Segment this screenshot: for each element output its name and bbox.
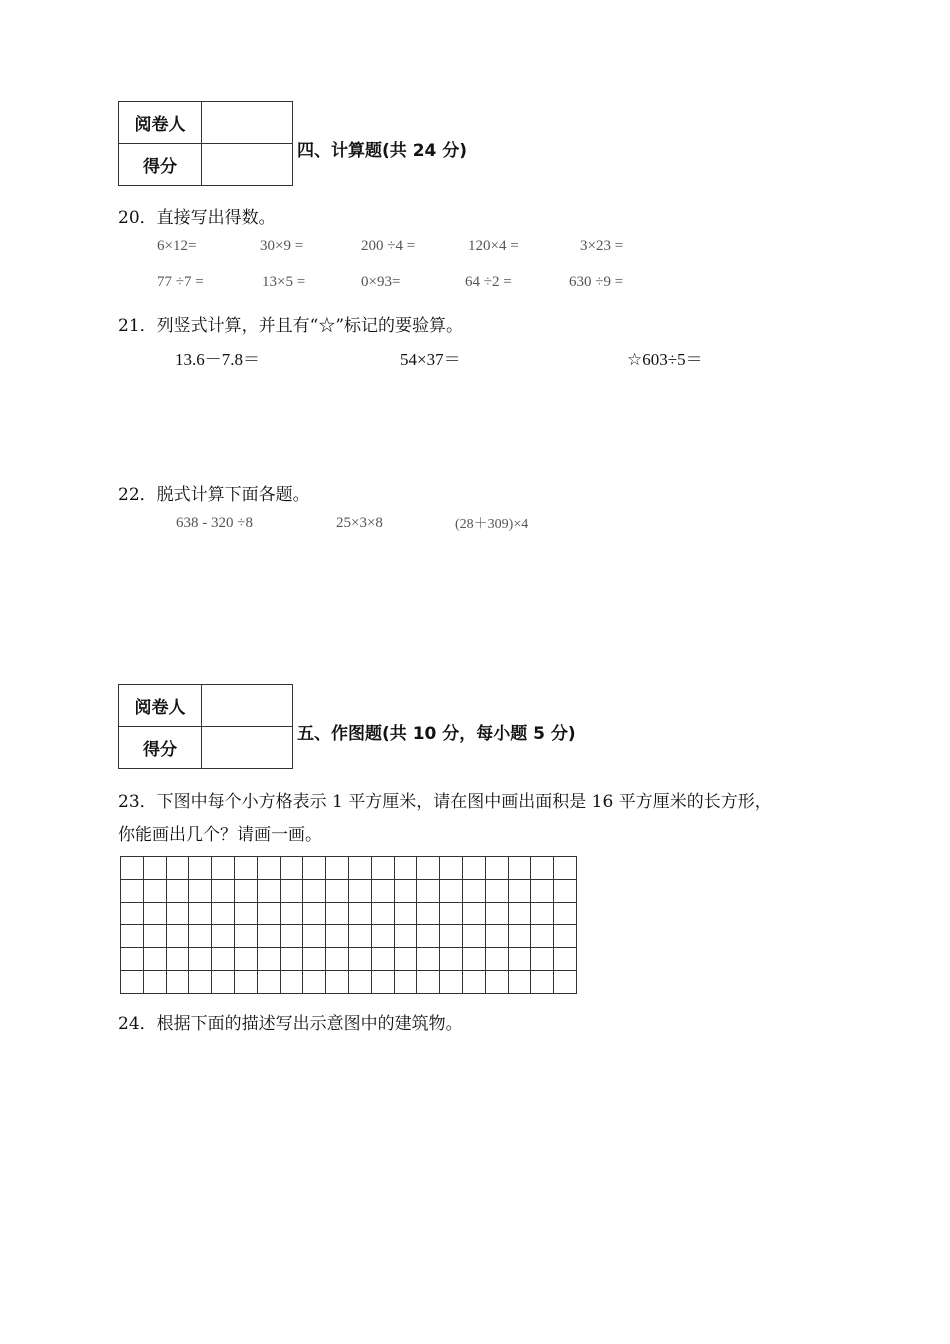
grid-cell[interactable] — [509, 857, 532, 880]
question-21: 21．列竖式计算，并且有“☆”标记的要验算。 — [118, 316, 464, 336]
grid-cell[interactable] — [531, 903, 554, 926]
grid-cell[interactable] — [326, 948, 349, 971]
grid-cell[interactable] — [395, 971, 418, 994]
q20-expr: 77 ÷7 = — [157, 274, 204, 290]
grid-cell[interactable] — [417, 903, 440, 926]
reviewer-cell[interactable] — [202, 102, 293, 144]
grid-cell[interactable] — [463, 971, 486, 994]
grid-cell[interactable] — [303, 971, 326, 994]
grid-cell[interactable] — [440, 925, 463, 948]
grid-cell[interactable] — [349, 880, 372, 903]
grid-cell[interactable] — [144, 971, 167, 994]
grid-cell[interactable] — [417, 948, 440, 971]
grid-cell[interactable] — [395, 880, 418, 903]
section-4-title: 四、计算题(共 24 分) — [297, 141, 468, 161]
q20-expr: 120×4 = — [468, 238, 519, 254]
grid-cell[interactable] — [463, 880, 486, 903]
grid-cell[interactable] — [531, 971, 554, 994]
q21-expr: ☆603÷5＝ — [627, 350, 703, 369]
grid-cell[interactable] — [212, 903, 235, 926]
q20-expr: 64 ÷2 = — [465, 274, 512, 290]
grid-cell[interactable] — [212, 857, 235, 880]
grid-cell[interactable] — [303, 925, 326, 948]
grid-cell[interactable] — [144, 857, 167, 880]
grid-cell[interactable] — [395, 903, 418, 926]
grid-cell[interactable] — [144, 880, 167, 903]
grid-cell[interactable] — [486, 903, 509, 926]
grid-cell[interactable] — [167, 903, 190, 926]
grid-cell[interactable] — [281, 903, 304, 926]
grid-cell[interactable] — [235, 925, 258, 948]
grid-cell[interactable] — [463, 857, 486, 880]
grid-cell[interactable] — [463, 948, 486, 971]
grid-cell[interactable] — [463, 925, 486, 948]
grid-cell[interactable] — [509, 880, 532, 903]
grid-cell[interactable] — [554, 880, 577, 903]
grid-cell[interactable] — [440, 903, 463, 926]
grid-cell[interactable] — [303, 948, 326, 971]
grid-cell[interactable] — [395, 857, 418, 880]
grid-cell[interactable] — [258, 880, 281, 903]
grid-cell[interactable] — [235, 903, 258, 926]
grid-cell[interactable] — [554, 903, 577, 926]
grid-cell[interactable] — [440, 971, 463, 994]
grid-cell[interactable] — [554, 857, 577, 880]
grid-cell[interactable] — [167, 880, 190, 903]
grid-cell[interactable] — [167, 857, 190, 880]
grid-cell[interactable] — [121, 903, 144, 926]
grid-cell[interactable] — [372, 857, 395, 880]
grid-cell[interactable] — [303, 880, 326, 903]
grid-cell[interactable] — [531, 857, 554, 880]
reviewer-cell[interactable] — [202, 685, 293, 727]
grid-cell[interactable] — [509, 971, 532, 994]
q20-expr: 0×93= — [361, 274, 401, 290]
grid-cell[interactable] — [121, 925, 144, 948]
grid-cell[interactable] — [189, 903, 212, 926]
q20-expr: 630 ÷9 = — [569, 274, 624, 290]
grid-cell[interactable] — [509, 903, 532, 926]
grid-cell[interactable] — [554, 948, 577, 971]
grid-cell[interactable] — [531, 925, 554, 948]
grid-cell[interactable] — [372, 948, 395, 971]
grid-cell[interactable] — [258, 857, 281, 880]
grid-cell[interactable] — [258, 925, 281, 948]
grid-cell[interactable] — [440, 948, 463, 971]
grid-cell[interactable] — [235, 880, 258, 903]
grid-cell[interactable] — [372, 880, 395, 903]
grid-cell[interactable] — [121, 857, 144, 880]
grid-cell[interactable] — [167, 948, 190, 971]
grid-cell[interactable] — [258, 903, 281, 926]
grid-cell[interactable] — [395, 925, 418, 948]
score-label: 得分 — [119, 144, 202, 186]
grid-cell[interactable] — [372, 903, 395, 926]
grid-cell[interactable] — [189, 857, 212, 880]
question-22: 22．脱式计算下面各题。 — [118, 485, 310, 505]
grid-cell[interactable] — [349, 925, 372, 948]
grid-cell[interactable] — [212, 948, 235, 971]
grid-cell[interactable] — [372, 971, 395, 994]
grid-cell[interactable] — [121, 948, 144, 971]
question-24: 24．根据下面的描述写出示意图中的建筑物。 — [118, 1014, 463, 1034]
reviewer-label: 阅卷人 — [119, 685, 202, 727]
grid-cell[interactable] — [349, 971, 372, 994]
grid-cell[interactable] — [189, 971, 212, 994]
grid-cell[interactable] — [144, 948, 167, 971]
grid-cell[interactable] — [167, 925, 190, 948]
question-20: 20．直接写出得数。 — [118, 208, 276, 228]
q22-expr: 25×3×8 — [336, 515, 383, 531]
grid-cell[interactable] — [417, 971, 440, 994]
grid-cell[interactable] — [417, 880, 440, 903]
grid-cell[interactable] — [349, 857, 372, 880]
grid-cell[interactable] — [167, 971, 190, 994]
grid-cell[interactable] — [212, 925, 235, 948]
grid-cell[interactable] — [372, 925, 395, 948]
grid-cell[interactable] — [303, 857, 326, 880]
grid-cell[interactable] — [509, 948, 532, 971]
q22-expr: 638 - 320 ÷8 — [176, 515, 253, 531]
grid-cell[interactable] — [144, 903, 167, 926]
grid-cell[interactable] — [326, 857, 349, 880]
grid-cell[interactable] — [189, 880, 212, 903]
grid-cell[interactable] — [235, 857, 258, 880]
grid-cell[interactable] — [212, 971, 235, 994]
score-label: 得分 — [119, 727, 202, 769]
q20-expr: 6×12= — [157, 238, 197, 254]
grid-cell[interactable] — [121, 880, 144, 903]
question-23-line-1: 23．下图中每个小方格表示 1 平方厘米，请在图中画出面积是 16 平方厘米的长方形， — [118, 792, 772, 812]
grid-cell[interactable] — [326, 971, 349, 994]
grid-cell[interactable] — [486, 857, 509, 880]
grid-cell[interactable] — [486, 925, 509, 948]
grid-cell[interactable] — [440, 857, 463, 880]
score-table-section-4 — [118, 101, 293, 186]
q20-expr: 13×5 = — [262, 274, 306, 290]
q20-expr: 200 ÷4 = — [361, 238, 416, 254]
grid-cell[interactable] — [349, 948, 372, 971]
q20-expr: 3×23 = — [580, 238, 624, 254]
grid-cell[interactable] — [189, 948, 212, 971]
grid-cell[interactable] — [509, 925, 532, 948]
grid-cell[interactable] — [235, 948, 258, 971]
grid-cell[interactable] — [531, 948, 554, 971]
grid-cell[interactable] — [212, 880, 235, 903]
score-cell[interactable] — [202, 727, 293, 769]
grid-cell[interactable] — [349, 903, 372, 926]
reviewer-label: 阅卷人 — [119, 102, 202, 144]
question-23-line-2: 你能画出几个？请画一画。 — [118, 825, 322, 845]
grid-cell[interactable] — [395, 948, 418, 971]
grid-cell[interactable] — [554, 971, 577, 994]
grid-cell[interactable] — [281, 948, 304, 971]
grid-cell[interactable] — [281, 857, 304, 880]
score-table-section-5 — [118, 684, 293, 769]
grid-cell[interactable] — [326, 880, 349, 903]
section-5-title: 五、作图题(共 10 分，每小题 5 分) — [297, 724, 576, 744]
grid-cell[interactable] — [440, 880, 463, 903]
grid-cell[interactable] — [463, 903, 486, 926]
grid-cell[interactable] — [531, 880, 554, 903]
grid-cell[interactable] — [258, 948, 281, 971]
grid-cell[interactable] — [303, 903, 326, 926]
grid-cell[interactable] — [486, 880, 509, 903]
q21-expr: 13.6－7.8＝ — [175, 350, 260, 369]
grid-cell[interactable] — [189, 925, 212, 948]
grid-cell[interactable] — [281, 880, 304, 903]
grid-cell[interactable] — [281, 925, 304, 948]
square-grid[interactable] — [120, 856, 577, 994]
grid-cell[interactable] — [326, 925, 349, 948]
grid-cell[interactable] — [121, 971, 144, 994]
score-cell[interactable] — [202, 144, 293, 186]
grid-cell[interactable] — [144, 925, 167, 948]
q21-expr: 54×37＝ — [400, 350, 461, 369]
grid-cell[interactable] — [258, 971, 281, 994]
grid-cell[interactable] — [235, 971, 258, 994]
grid-cell[interactable] — [486, 971, 509, 994]
q22-expr: (28＋309)×4 — [455, 517, 529, 532]
grid-cell[interactable] — [326, 903, 349, 926]
grid-cell[interactable] — [486, 948, 509, 971]
grid-cell[interactable] — [417, 857, 440, 880]
q20-expr: 30×9 = — [260, 238, 304, 254]
grid-cell[interactable] — [281, 971, 304, 994]
grid-cell[interactable] — [417, 925, 440, 948]
grid-cell[interactable] — [554, 925, 577, 948]
